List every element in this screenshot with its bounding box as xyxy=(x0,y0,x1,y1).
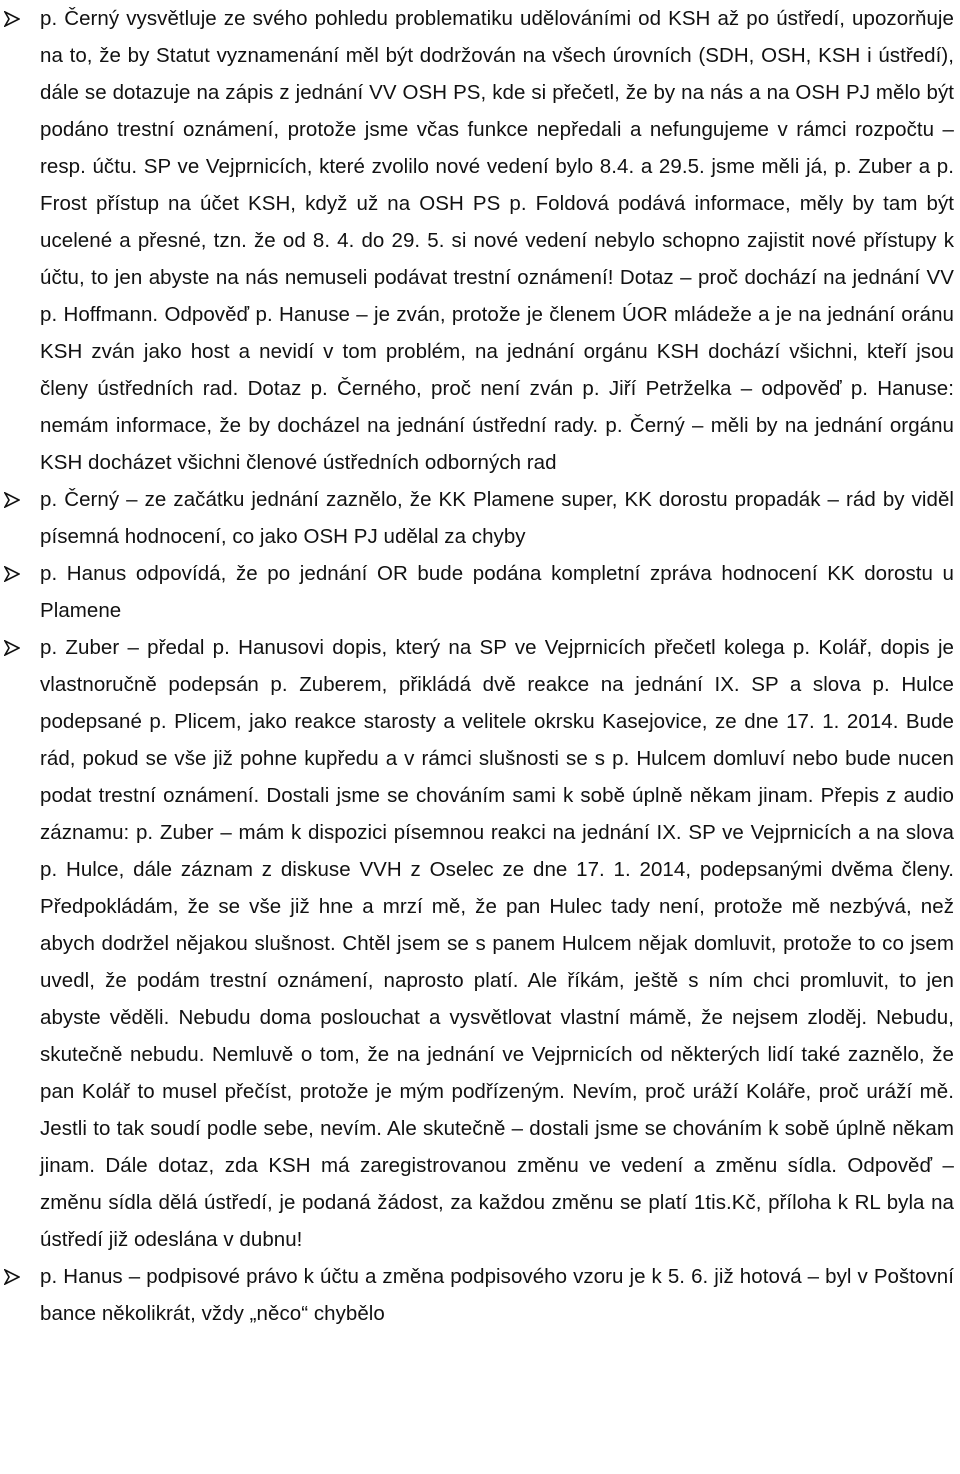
list-item-text: p. Černý vysvětluje ze svého pohledu problematiku udělováními od KSH až po ústředí, upozorňuje na to, že by Statut vyznamenání měl být dodržován na všech úrovních (SDH, OSH, KSH i ústředí), dále se dotazuje na zápis z jednání VV OSH PS, kde si přečetl, že by na nás a na OSH PJ mělo být podáno trestní oznámení, protože jsme včas funkce nepředali a nefungujeme v rámci rozpočtu – resp. účtu. SP ve Vejprnicích, které zvolilo nové vedení bylo 8.4. a 29.5. jsme měli já, p. Zuber a p. Frost přístup na účet KSH, když už na OSH PS p. Foldová podává informace, měly by tam být ucelené a přesné, tzn. že od 8. 4. do 29. 5. si nové vedení nebylo schopno zajistit nové přístupy k účtu, to jen abyste na nás nemuseli podávat trestní oznámení! Dotaz – proč dochází na jednání VV p. Hoffmann. Odpověď p. Hanuse – je zván, protože je členem ÚOR mládeže a je na jednání oránu KSH zván jako host a nevidí v tom problém, na jednání orgánu KSH dochází všichni, kteří jsou členy ústředních rad. Dotaz p. Černého, proč není zván p. Jiří Petrželka – odpověď p. Hanuse: nemám informace, že by docházel na jednání ústřední rady. p. Černý – měli by na jednání orgánu KSH docházet všichni členové ústředních odborných rad xyxy=(40,7,954,474)
list-item-text: p. Hanus – podpisové právo k účtu a změna podpisového vzoru je k 5. 6. již hotová – byl v Poštovní bance několikrát, vždy „něco“ chybělo xyxy=(40,1265,954,1325)
list-item xyxy=(0,481,960,555)
list-item xyxy=(0,629,960,1258)
list-item-text: p. Černý – ze začátku jednání zaznělo, že KK Plamene super, KK dorostu propadák – rád by viděl písemná hodnocení, co jako OSH PJ udělal za chyby xyxy=(40,488,954,548)
arrowhead-bullet-icon xyxy=(4,640,20,656)
list-item xyxy=(0,555,960,629)
list-item xyxy=(0,0,960,481)
list-item-text: p. Hanus odpovídá, že po jednání OR bude podána kompletní zpráva hodnocení KK dorostu u Plamene xyxy=(40,562,954,622)
arrowhead-bullet-icon xyxy=(4,492,20,508)
arrowhead-bullet-icon xyxy=(4,1269,20,1285)
list-item-text: p. Zuber – předal p. Hanusovi dopis, který na SP ve Vejprnicích přečetl kolega p. Kolář, dopis je vlastnoručně podepsán p. Zuberem, přikládá dvě reakce na jednání IX. SP a slova p. Hulce podepsané p. Plicem, jako reakce starosty a velitele okrsku Kasejovice, ze dne 17. 1. 2014. Bude rád, pokud se vše již pohne kupředu a v rámci slušnosti se s p. Hulcem domluví nebo bude nucen podat trestní oznámení. Dostali jsme se chováním sami k sobě úplně někam jinam. Přepis z audio záznamu: p. Zuber – mám k dispozici písemnou reakci na jednání IX. SP ve Vejprnicích a na slova p. Hulce, dále záznam z diskuse VVH z Oselec ze dne 17. 1. 2014, podepsanými dvěma členy. Předpokládám, že se vše již hne a mrzí mě, že pan Hulec tady není, protože mě nezbývá, než abych dodržel nějakou slušnost. Chtěl jsem se s panem Hulcem nějak domluvit, protože to co jsem uvedl, že podám trestní oznámení, naprosto platí. Ale říkám, ještě s ním chci promluvit, to jen abyste věděli. Nebudu doma poslouchat a vysvětlovat vlastní mámě, že nejsem zloděj. Nebudu, skutečně nebudu. Nemluvě o tom, že na jednání ve Vejprnicích od některých lidí také zaznělo, že pan Kolář to musel přečíst, protože je mým podřízeným. Nevím, proč uráží Koláře, proč uráží mě. Jestli to tak soudí podle sebe, nevím. Ale skutečně – dostali jsme se chováním k sobě úplně někam jinam. Dále dotaz, zda KSH má zaregistrovanou změnu ve vedení a změnu sídla. Odpověď – změnu sídla dělá ústředí, je podaná žádost, za každou změnu se platí 1tis.Kč, příloha k RL byla na ústředí již odeslána v dubnu! xyxy=(40,636,954,1251)
arrowhead-bullet-icon xyxy=(4,11,20,27)
list-item xyxy=(0,1258,960,1332)
arrowhead-bullet-icon xyxy=(4,566,20,582)
